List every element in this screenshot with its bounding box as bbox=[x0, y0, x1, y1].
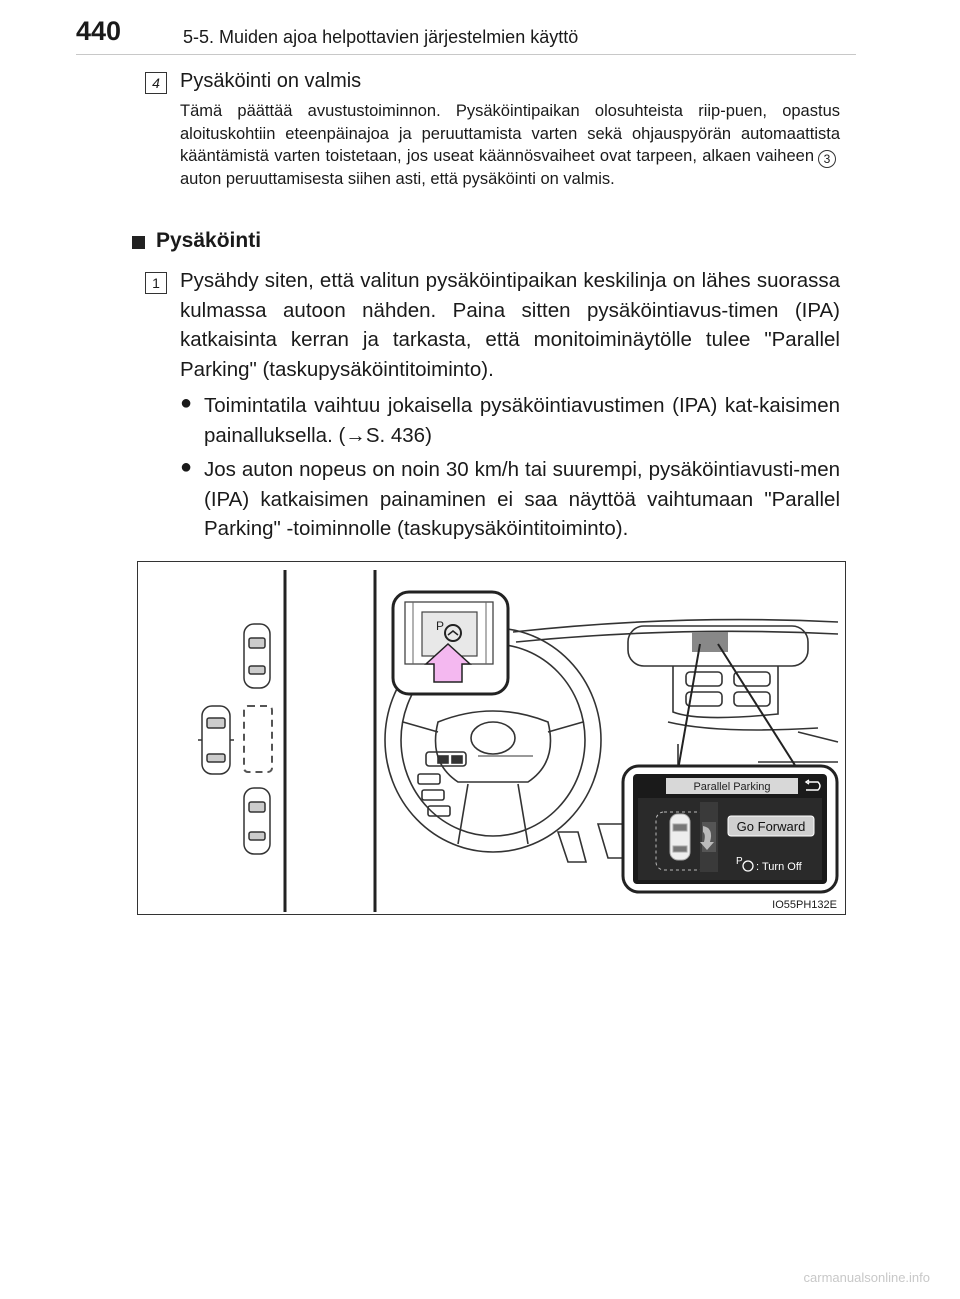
bullet-icon: ● bbox=[180, 392, 193, 414]
illustration-figure bbox=[137, 561, 846, 915]
page-number: 440 bbox=[76, 16, 122, 46]
circled-number-ref: 3 bbox=[818, 150, 836, 168]
car-icon bbox=[244, 788, 270, 854]
bullet-1-text-before: Toimintatila vaihtuu jokaisella pysäköintiavustimen (IPA) kat-kaisimen painalluksella. ( bbox=[204, 394, 840, 447]
section-header: 5-5. Muiden ajoa helpottavien järjestelmien käyttö bbox=[183, 27, 579, 47]
screen-title: Parallel Parking bbox=[693, 781, 771, 793]
figure-code: IO55PH132E bbox=[772, 899, 837, 911]
bullet-1 bbox=[204, 391, 840, 450]
header-rule bbox=[76, 54, 856, 55]
screen-p-label: P bbox=[736, 856, 743, 867]
step4-body bbox=[180, 100, 840, 191]
car-icon bbox=[244, 624, 270, 688]
bullet-1-text-after: S. 436) bbox=[365, 423, 432, 447]
step4-body-after: auton peruuttamisesta siihen asti, että pysäköinti on valmis. bbox=[180, 170, 615, 189]
car-icon bbox=[670, 814, 690, 860]
screen-colon: : bbox=[756, 861, 760, 873]
step-badge-1: 1 bbox=[145, 272, 167, 294]
parking-illustration bbox=[138, 562, 845, 914]
step-badge-4: 4 bbox=[145, 72, 167, 94]
section-square-icon bbox=[132, 236, 145, 249]
own-car-icon bbox=[198, 706, 234, 774]
switch-p-label: P bbox=[436, 619, 445, 633]
watermark: carmanualsonline.info bbox=[803, 1270, 930, 1285]
section-title: Pysäköinti bbox=[156, 229, 262, 252]
bullet-2: Jos auton nopeus on noin 30 km/h tai suurempi, pysäköintiavusti-men (IPA) katkaisimen painaminen ei saa näyttöä vaihtumaan "Parallel Parking" -toiminnolle (taskupysäköintitoiminto). bbox=[204, 458, 840, 540]
display-callout bbox=[623, 766, 837, 892]
step4-body-before: Tämä päättää avustustoiminnon. Pysäköintipaikan olosuhteista riip-puen, opastus aloituskohtiin eteenpäinajoa ja peruuttamista varten sekä ohjauspyörän automaattista kääntämistä varten toistetaan, jos useat käännösvaiheet ovat tarpeen, alkaen vaiheen bbox=[180, 102, 840, 165]
switch-callout bbox=[393, 592, 508, 694]
step1-body: Pysähdy siten, että valitun pysäköintipaikan keskilinja on lähes suorassa kulmassa autoon nähden. Paina sitten pysäköintiavus-timen (IPA) katkaisinta kerran ja tarkasta, että monitoiminäytölle tulee "Parallel Parking" (taskupysäköintitoiminto). bbox=[180, 269, 840, 381]
step4-title: Pysäköinti on valmis bbox=[180, 70, 362, 92]
go-forward-label: Go Forward bbox=[736, 819, 806, 834]
turn-off-label: Turn Off bbox=[762, 861, 802, 873]
parking-space bbox=[244, 706, 272, 772]
reference-arrow-icon: → bbox=[345, 423, 366, 447]
bullet-icon: ● bbox=[180, 456, 193, 478]
